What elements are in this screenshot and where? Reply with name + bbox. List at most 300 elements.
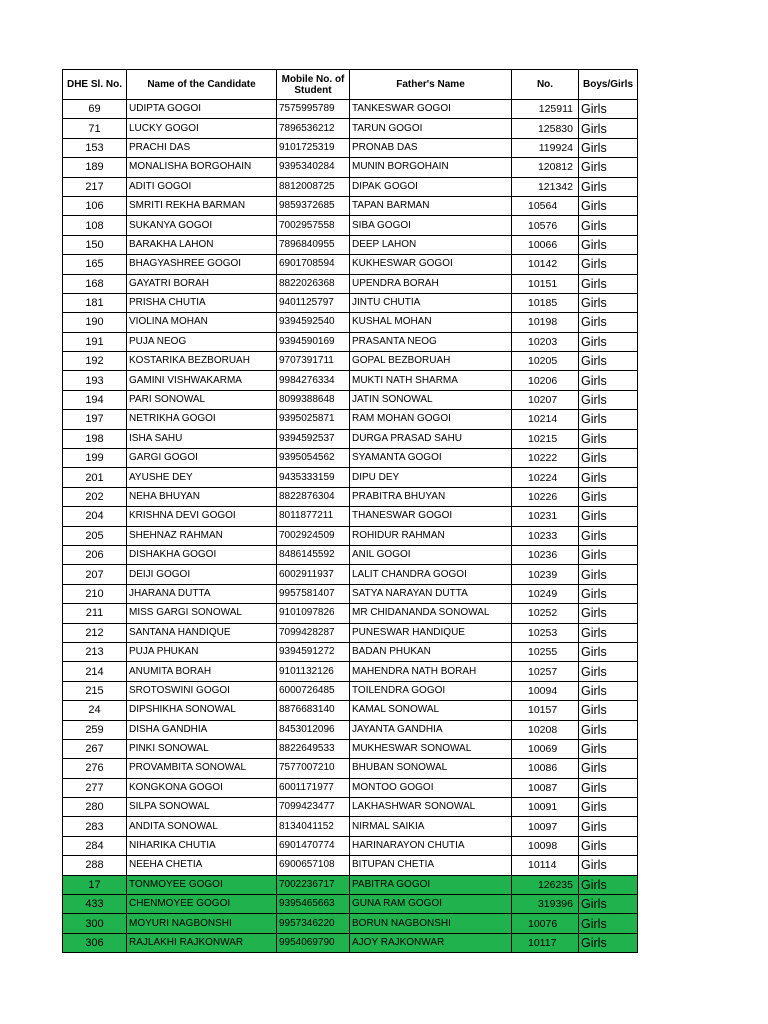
cell-name: GAYATRI BORAH [127, 274, 277, 293]
cell-father: ROHIDUR RAHMAN [350, 526, 512, 545]
cell-name: LUCKY GOGOI [127, 119, 277, 138]
cell-father: RAM MOHAN GOGOI [350, 410, 512, 429]
cell-gender: Girls [579, 468, 638, 487]
cell-father: AJOY RAJKONWAR [350, 933, 512, 952]
table-row [63, 100, 638, 119]
cell-name: SMRITI REKHA BARMAN [127, 196, 277, 215]
table-row [63, 914, 638, 933]
cell-father: PRONAB DAS [350, 138, 512, 157]
table-row [63, 778, 638, 797]
cell-gender: Girls [579, 352, 638, 371]
cell-father: DEEP LAHON [350, 235, 512, 254]
cell-mobile: 9101132126 [277, 662, 350, 681]
cell-father: BORUN NAGBONSHI [350, 914, 512, 933]
cell-gender: Girls [579, 584, 638, 603]
cell-father: PRASANTA NEOG [350, 332, 512, 351]
cell-no: 10098 [512, 836, 579, 855]
cell-sl: 189 [63, 158, 127, 177]
cell-sl: 306 [63, 933, 127, 952]
table-row [63, 856, 638, 875]
cell-sl: 165 [63, 255, 127, 274]
cell-gender: Girls [579, 895, 638, 914]
cell-father: TAPAN BARMAN [350, 196, 512, 215]
table-row [63, 895, 638, 914]
cell-name: TONMOYEE GOGOI [127, 875, 277, 894]
cell-no: 10094 [512, 681, 579, 700]
cell-name: VIOLINA MOHAN [127, 313, 277, 332]
cell-father: KAMAL SONOWAL [350, 701, 512, 720]
cell-gender: Girls [579, 642, 638, 661]
cell-father: KUSHAL MOHAN [350, 313, 512, 332]
table-row [63, 196, 638, 215]
cell-sl: 197 [63, 410, 127, 429]
cell-gender: Girls [579, 856, 638, 875]
cell-no: 10231 [512, 507, 579, 526]
cell-name: PRACHI DAS [127, 138, 277, 157]
cell-sl: 207 [63, 565, 127, 584]
cell-name: MOYURI NAGBONSHI [127, 914, 277, 933]
cell-no: 119924 [512, 138, 579, 157]
cell-father: BITUPAN CHETIA [350, 856, 512, 875]
col-header-father: Father's Name [350, 70, 512, 100]
cell-name: PUJA NEOG [127, 332, 277, 351]
cell-name: UDIPTA GOGOI [127, 100, 277, 119]
table-row [63, 642, 638, 661]
cell-gender: Girls [579, 507, 638, 526]
cell-mobile: 7896840955 [277, 235, 350, 254]
cell-sl: 212 [63, 623, 127, 642]
cell-mobile: 9394592537 [277, 429, 350, 448]
cell-father: PRABITRA BHUYAN [350, 487, 512, 506]
cell-sl: 153 [63, 138, 127, 157]
cell-no: 10097 [512, 817, 579, 836]
cell-mobile: 6900657108 [277, 856, 350, 875]
table-row [63, 487, 638, 506]
cell-no: 319396 [512, 895, 579, 914]
cell-mobile: 9394592540 [277, 313, 350, 332]
cell-father: MUKHESWAR SONOWAL [350, 739, 512, 758]
cell-sl: 204 [63, 507, 127, 526]
cell-no: 10253 [512, 623, 579, 642]
table-row [63, 158, 638, 177]
cell-father: LAKHASHWAR SONOWAL [350, 798, 512, 817]
cell-name: SHEHNAZ RAHMAN [127, 526, 277, 545]
table-row [63, 623, 638, 642]
cell-gender: Girls [579, 410, 638, 429]
cell-father: NIRMAL SAIKIA [350, 817, 512, 836]
cell-gender: Girls [579, 739, 638, 758]
cell-gender: Girls [579, 526, 638, 545]
cell-sl: 71 [63, 119, 127, 138]
cell-name: PINKI SONOWAL [127, 739, 277, 758]
cell-name: DISHA GANDHIA [127, 720, 277, 739]
cell-sl: 267 [63, 739, 127, 758]
cell-father: UPENDRA BORAH [350, 274, 512, 293]
cell-name: DEIJI GOGOI [127, 565, 277, 584]
cell-sl: 24 [63, 701, 127, 720]
table-row [63, 565, 638, 584]
table-row [63, 119, 638, 138]
table-row [63, 216, 638, 235]
cell-sl: 283 [63, 817, 127, 836]
cell-sl: 194 [63, 390, 127, 409]
table-row [63, 545, 638, 564]
cell-no: 10203 [512, 332, 579, 351]
cell-no: 125911 [512, 100, 579, 119]
cell-mobile: 7575995789 [277, 100, 350, 119]
cell-sl: 192 [63, 352, 127, 371]
col-header-mobile: Mobile No. of Student [277, 70, 350, 100]
table-row [63, 255, 638, 274]
cell-mobile: 7002236717 [277, 875, 350, 894]
cell-father: PUNESWAR HANDIQUE [350, 623, 512, 642]
cell-father: SYAMANTA GOGOI [350, 449, 512, 468]
cell-gender: Girls [579, 293, 638, 312]
cell-name: KOSTARIKA BEZBORUAH [127, 352, 277, 371]
cell-sl: 276 [63, 759, 127, 778]
table-row [63, 235, 638, 254]
cell-name: MISS GARGI SONOWAL [127, 604, 277, 623]
cell-sl: 280 [63, 798, 127, 817]
cell-no: 10076 [512, 914, 579, 933]
cell-mobile: 9954069790 [277, 933, 350, 952]
cell-no: 10066 [512, 235, 579, 254]
cell-sl: 205 [63, 526, 127, 545]
cell-father: GOPAL BEZBORUAH [350, 352, 512, 371]
cell-sl: 191 [63, 332, 127, 351]
cell-gender: Girls [579, 487, 638, 506]
cell-gender: Girls [579, 216, 638, 235]
table-row [63, 836, 638, 855]
cell-gender: Girls [579, 836, 638, 855]
cell-mobile: 7577007210 [277, 759, 350, 778]
cell-mobile: 8822876304 [277, 487, 350, 506]
cell-gender: Girls [579, 701, 638, 720]
cell-name: PARI SONOWAL [127, 390, 277, 409]
cell-no: 10114 [512, 856, 579, 875]
cell-gender: Girls [579, 604, 638, 623]
table-row [63, 177, 638, 196]
cell-no: 10142 [512, 255, 579, 274]
cell-gender: Girls [579, 119, 638, 138]
cell-gender: Girls [579, 158, 638, 177]
cell-gender: Girls [579, 623, 638, 642]
cell-sl: 284 [63, 836, 127, 855]
table-row [63, 662, 638, 681]
cell-sl: 108 [63, 216, 127, 235]
cell-mobile: 6002911937 [277, 565, 350, 584]
cell-father: LALIT CHANDRA GOGOI [350, 565, 512, 584]
cell-mobile: 7896536212 [277, 119, 350, 138]
cell-sl: 217 [63, 177, 127, 196]
cell-sl: 211 [63, 604, 127, 623]
cell-gender: Girls [579, 565, 638, 584]
cell-mobile: 9395465663 [277, 895, 350, 914]
cell-mobile: 9101725319 [277, 138, 350, 157]
cell-no: 10206 [512, 371, 579, 390]
cell-mobile: 7002924509 [277, 526, 350, 545]
cell-sl: 17 [63, 875, 127, 894]
cell-no: 10198 [512, 313, 579, 332]
cell-name: MONALISHA BORGOHAIN [127, 158, 277, 177]
table-row [63, 507, 638, 526]
cell-no: 10214 [512, 410, 579, 429]
cell-no: 10249 [512, 584, 579, 603]
table-row [63, 313, 638, 332]
cell-name: NEEHA CHETIA [127, 856, 277, 875]
cell-sl: 215 [63, 681, 127, 700]
cell-gender: Girls [579, 429, 638, 448]
cell-sl: 214 [63, 662, 127, 681]
cell-name: DISHAKHA GOGOI [127, 545, 277, 564]
cell-no: 10233 [512, 526, 579, 545]
cell-mobile: 6001171977 [277, 778, 350, 797]
table-row [63, 449, 638, 468]
cell-mobile: 8011877211 [277, 507, 350, 526]
cell-name: AYUSHE DEY [127, 468, 277, 487]
cell-sl: 168 [63, 274, 127, 293]
cell-father: SATYA NARAYAN DUTTA [350, 584, 512, 603]
cell-mobile: 9957581407 [277, 584, 350, 603]
cell-no: 10151 [512, 274, 579, 293]
cell-no: 126235 [512, 875, 579, 894]
table-row [63, 817, 638, 836]
cell-father: ANIL GOGOI [350, 545, 512, 564]
cell-gender: Girls [579, 177, 638, 196]
cell-father: DIPAK GOGOI [350, 177, 512, 196]
cell-sl: 106 [63, 196, 127, 215]
cell-no: 10157 [512, 701, 579, 720]
cell-sl: 198 [63, 429, 127, 448]
cell-mobile: 9395340284 [277, 158, 350, 177]
cell-mobile: 9957346220 [277, 914, 350, 933]
table-row [63, 371, 638, 390]
cell-no: 10091 [512, 798, 579, 817]
table-row [63, 526, 638, 545]
table-row [63, 429, 638, 448]
cell-father: BADAN PHUKAN [350, 642, 512, 661]
cell-gender: Girls [579, 681, 638, 700]
cell-name: BARAKHA LAHON [127, 235, 277, 254]
cell-mobile: 8822026368 [277, 274, 350, 293]
cell-gender: Girls [579, 817, 638, 836]
table-row [63, 701, 638, 720]
cell-no: 125830 [512, 119, 579, 138]
cell-name: GAMINI VISHWAKARMA [127, 371, 277, 390]
cell-no: 10239 [512, 565, 579, 584]
cell-mobile: 8453012096 [277, 720, 350, 739]
table-row [63, 739, 638, 758]
cell-gender: Girls [579, 778, 638, 797]
cell-father: HARINARAYON CHUTIA [350, 836, 512, 855]
cell-name: SILPA SONOWAL [127, 798, 277, 817]
cell-name: ISHA SAHU [127, 429, 277, 448]
cell-no: 10205 [512, 352, 579, 371]
cell-no: 10257 [512, 662, 579, 681]
cell-sl: 259 [63, 720, 127, 739]
cell-name: NETRIKHA GOGOI [127, 410, 277, 429]
cell-mobile: 9394590169 [277, 332, 350, 351]
cell-name: ANDITA SONOWAL [127, 817, 277, 836]
cell-father: DIPU DEY [350, 468, 512, 487]
cell-father: MR CHIDANANDA SONOWAL [350, 604, 512, 623]
table-row [63, 138, 638, 157]
cell-father: TARUN GOGOI [350, 119, 512, 138]
cell-no: 10086 [512, 759, 579, 778]
cell-no: 10087 [512, 778, 579, 797]
cell-father: MAHENDRA NATH BORAH [350, 662, 512, 681]
table-row [63, 352, 638, 371]
cell-gender: Girls [579, 313, 638, 332]
cell-name: KONGKONA GOGOI [127, 778, 277, 797]
cell-sl: 202 [63, 487, 127, 506]
cell-gender: Girls [579, 235, 638, 254]
cell-gender: Girls [579, 933, 638, 952]
table-row [63, 584, 638, 603]
cell-gender: Girls [579, 545, 638, 564]
cell-sl: 213 [63, 642, 127, 661]
table-header-row [63, 70, 638, 100]
cell-no: 10252 [512, 604, 579, 623]
cell-name: KRISHNA DEVI GOGOI [127, 507, 277, 526]
cell-no: 10255 [512, 642, 579, 661]
cell-mobile: 6000726485 [277, 681, 350, 700]
cell-name: NIHARIKA CHUTIA [127, 836, 277, 855]
col-header-gender: Boys/Girls [579, 70, 638, 100]
cell-father: TOILENDRA GOGOI [350, 681, 512, 700]
cell-mobile: 8099388648 [277, 390, 350, 409]
cell-mobile: 9394591272 [277, 642, 350, 661]
col-header-sl: DHE Sl. No. [63, 70, 127, 100]
table-row [63, 293, 638, 312]
table-row [63, 875, 638, 894]
cell-gender: Girls [579, 720, 638, 739]
cell-sl: 199 [63, 449, 127, 468]
cell-mobile: 8876683140 [277, 701, 350, 720]
cell-name: ADITI GOGOI [127, 177, 277, 196]
cell-name: NEHA BHUYAN [127, 487, 277, 506]
table-row [63, 604, 638, 623]
cell-sl: 193 [63, 371, 127, 390]
cell-name: BHAGYASHREE GOGOI [127, 255, 277, 274]
cell-no: 10564 [512, 196, 579, 215]
cell-mobile: 6901708594 [277, 255, 350, 274]
cell-no: 10117 [512, 933, 579, 952]
cell-no: 121342 [512, 177, 579, 196]
table-row [63, 798, 638, 817]
cell-sl: 206 [63, 545, 127, 564]
cell-father: PABITRA GOGOI [350, 875, 512, 894]
cell-mobile: 9984276334 [277, 371, 350, 390]
cell-gender: Girls [579, 759, 638, 778]
cell-sl: 69 [63, 100, 127, 119]
table-row [63, 410, 638, 429]
cell-mobile: 9707391711 [277, 352, 350, 371]
cell-name: JHARANA DUTTA [127, 584, 277, 603]
cell-mobile: 9395025871 [277, 410, 350, 429]
cell-mobile: 9859372685 [277, 196, 350, 215]
cell-sl: 433 [63, 895, 127, 914]
cell-sl: 210 [63, 584, 127, 603]
cell-name: RAJLAKHI RAJKONWAR [127, 933, 277, 952]
cell-gender: Girls [579, 371, 638, 390]
cell-no: 10576 [512, 216, 579, 235]
cell-sl: 190 [63, 313, 127, 332]
cell-mobile: 8134041152 [277, 817, 350, 836]
cell-gender: Girls [579, 274, 638, 293]
cell-no: 10226 [512, 487, 579, 506]
cell-name: SROTOSWINI GOGOI [127, 681, 277, 700]
cell-name: PRISHA CHUTIA [127, 293, 277, 312]
cell-no: 120812 [512, 158, 579, 177]
cell-no: 10224 [512, 468, 579, 487]
cell-gender: Girls [579, 449, 638, 468]
cell-sl: 150 [63, 235, 127, 254]
cell-sl: 277 [63, 778, 127, 797]
cell-mobile: 7099428287 [277, 623, 350, 642]
cell-father: TANKESWAR GOGOI [350, 100, 512, 119]
cell-mobile: 8812008725 [277, 177, 350, 196]
cell-father: MUKTI NATH SHARMA [350, 371, 512, 390]
cell-name: PROVAMBITA SONOWAL [127, 759, 277, 778]
cell-mobile: 8486145592 [277, 545, 350, 564]
cell-father: JATIN SONOWAL [350, 390, 512, 409]
cell-no: 10215 [512, 429, 579, 448]
cell-gender: Girls [579, 914, 638, 933]
cell-father: KUKHESWAR GOGOI [350, 255, 512, 274]
cell-name: PUJA PHUKAN [127, 642, 277, 661]
cell-mobile: 8822649533 [277, 739, 350, 758]
cell-name: GARGI GOGOI [127, 449, 277, 468]
cell-mobile: 7002957558 [277, 216, 350, 235]
cell-gender: Girls [579, 798, 638, 817]
cell-mobile: 9401125797 [277, 293, 350, 312]
cell-gender: Girls [579, 390, 638, 409]
cell-name: SANTANA HANDIQUE [127, 623, 277, 642]
cell-gender: Girls [579, 196, 638, 215]
cell-gender: Girls [579, 662, 638, 681]
cell-no: 10069 [512, 739, 579, 758]
table-row [63, 274, 638, 293]
cell-mobile: 9101097826 [277, 604, 350, 623]
cell-sl: 300 [63, 914, 127, 933]
cell-mobile: 9435333159 [277, 468, 350, 487]
cell-father: JINTU CHUTIA [350, 293, 512, 312]
cell-father: BHUBAN SONOWAL [350, 759, 512, 778]
cell-no: 10208 [512, 720, 579, 739]
cell-no: 10222 [512, 449, 579, 468]
cell-gender: Girls [579, 255, 638, 274]
cell-mobile: 7099423477 [277, 798, 350, 817]
table-row [63, 720, 638, 739]
cell-gender: Girls [579, 332, 638, 351]
cell-father: GUNA RAM GOGOI [350, 895, 512, 914]
cell-father: JAYANTA GANDHIA [350, 720, 512, 739]
cell-father: DURGA PRASAD SAHU [350, 429, 512, 448]
table-row [63, 933, 638, 952]
cell-father: SIBA GOGOI [350, 216, 512, 235]
cell-sl: 181 [63, 293, 127, 312]
table-row [63, 332, 638, 351]
cell-name: CHENMOYEE GOGOI [127, 895, 277, 914]
cell-gender: Girls [579, 875, 638, 894]
cell-name: ANUMITA BORAH [127, 662, 277, 681]
cell-no: 10236 [512, 545, 579, 564]
table-row [63, 681, 638, 700]
cell-father: MONTOO GOGOI [350, 778, 512, 797]
cell-mobile: 9395054562 [277, 449, 350, 468]
cell-gender: Girls [579, 138, 638, 157]
